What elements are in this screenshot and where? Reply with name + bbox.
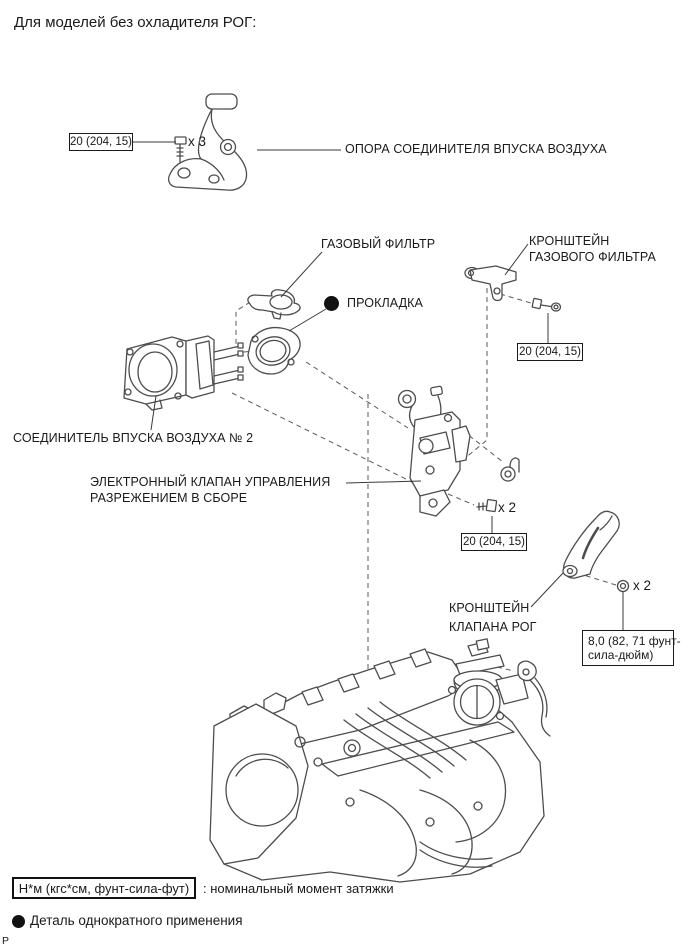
- vacuum-valve-bolt-drawing: [477, 499, 497, 511]
- torque-box-vacuum-valve: 20 (204, 15): [461, 533, 527, 551]
- multiplier-support-bolts: x 3: [188, 134, 207, 149]
- egr-valve-bracket-drawing: [563, 511, 619, 578]
- multiplier-vacuum-valve-bolts: x 2: [498, 500, 517, 515]
- label-gas-filter: ГАЗОВЫЙ ФИЛЬТР: [321, 237, 436, 251]
- torque-egr-line2: сила-дюйм): [588, 648, 654, 662]
- label-egr-bracket-line1: КРОНШТЕЙН: [449, 601, 530, 615]
- label-gas-filter-bracket-line1: КРОНШТЕЙН: [529, 234, 610, 248]
- egr-bracket-nut-drawing: [618, 581, 629, 592]
- torque-box-gas-filter-bracket: 20 (204, 15): [517, 343, 583, 361]
- torque-box-egr-bracket: [582, 630, 681, 666]
- label-vacuum-valve-line1: ЭЛЕКТРОННЫЙ КЛАПАН УПРАВЛЕНИЯ: [90, 475, 331, 489]
- label-air-intake-connector-2: СОЕДИНИТЕЛЬ ВПУСКА ВОЗДУХА № 2: [13, 431, 254, 445]
- legend-torque-note: : номинальный момент затяжки: [203, 881, 394, 896]
- page-title: Для моделей без охладителя РОГ:: [14, 14, 257, 31]
- torque-box-support: 20 (204, 15): [69, 133, 133, 151]
- hook-clip-drawing: [501, 458, 519, 481]
- gas-filter-bracket-bolt-drawing: [532, 298, 560, 311]
- support-bolt-drawing: [175, 137, 186, 162]
- label-vacuum-valve-line2: РАЗРЕЖЕНИЕМ В СБОРЕ: [90, 491, 248, 505]
- legend-torque-unit-box: Н*м (кгс*см, фунт-сила-фут): [12, 877, 196, 899]
- gasket-drawing: [248, 328, 300, 374]
- label-egr-bracket-line2: КЛАПАНА РОГ: [449, 620, 537, 634]
- single-use-bullet-legend: [12, 915, 25, 928]
- gas-filter-drawing: [248, 290, 300, 319]
- page-marker: P: [2, 935, 10, 947]
- torque-egr-line1: 8,0 (82, 71 фунт-: [588, 633, 681, 648]
- egr-valve-drawing: [449, 639, 529, 725]
- label-gas-filter-bracket-line2: ГАЗОВОГО ФИЛЬТРА: [529, 250, 656, 264]
- legend-single-use-note: Деталь однократного применения: [30, 913, 243, 928]
- vacuum-valve-drawing: [399, 386, 471, 516]
- label-air-intake-support: ОПОРА СОЕДИНИТЕЛЯ ВПУСКА ВОЗДУХА: [345, 142, 607, 156]
- multiplier-egr-bracket-nuts: x 2: [633, 578, 652, 593]
- label-gasket: ПРОКЛАДКА: [347, 296, 423, 310]
- air-intake-connector-2-drawing: [124, 336, 243, 410]
- single-use-bullet-gasket: [324, 296, 339, 311]
